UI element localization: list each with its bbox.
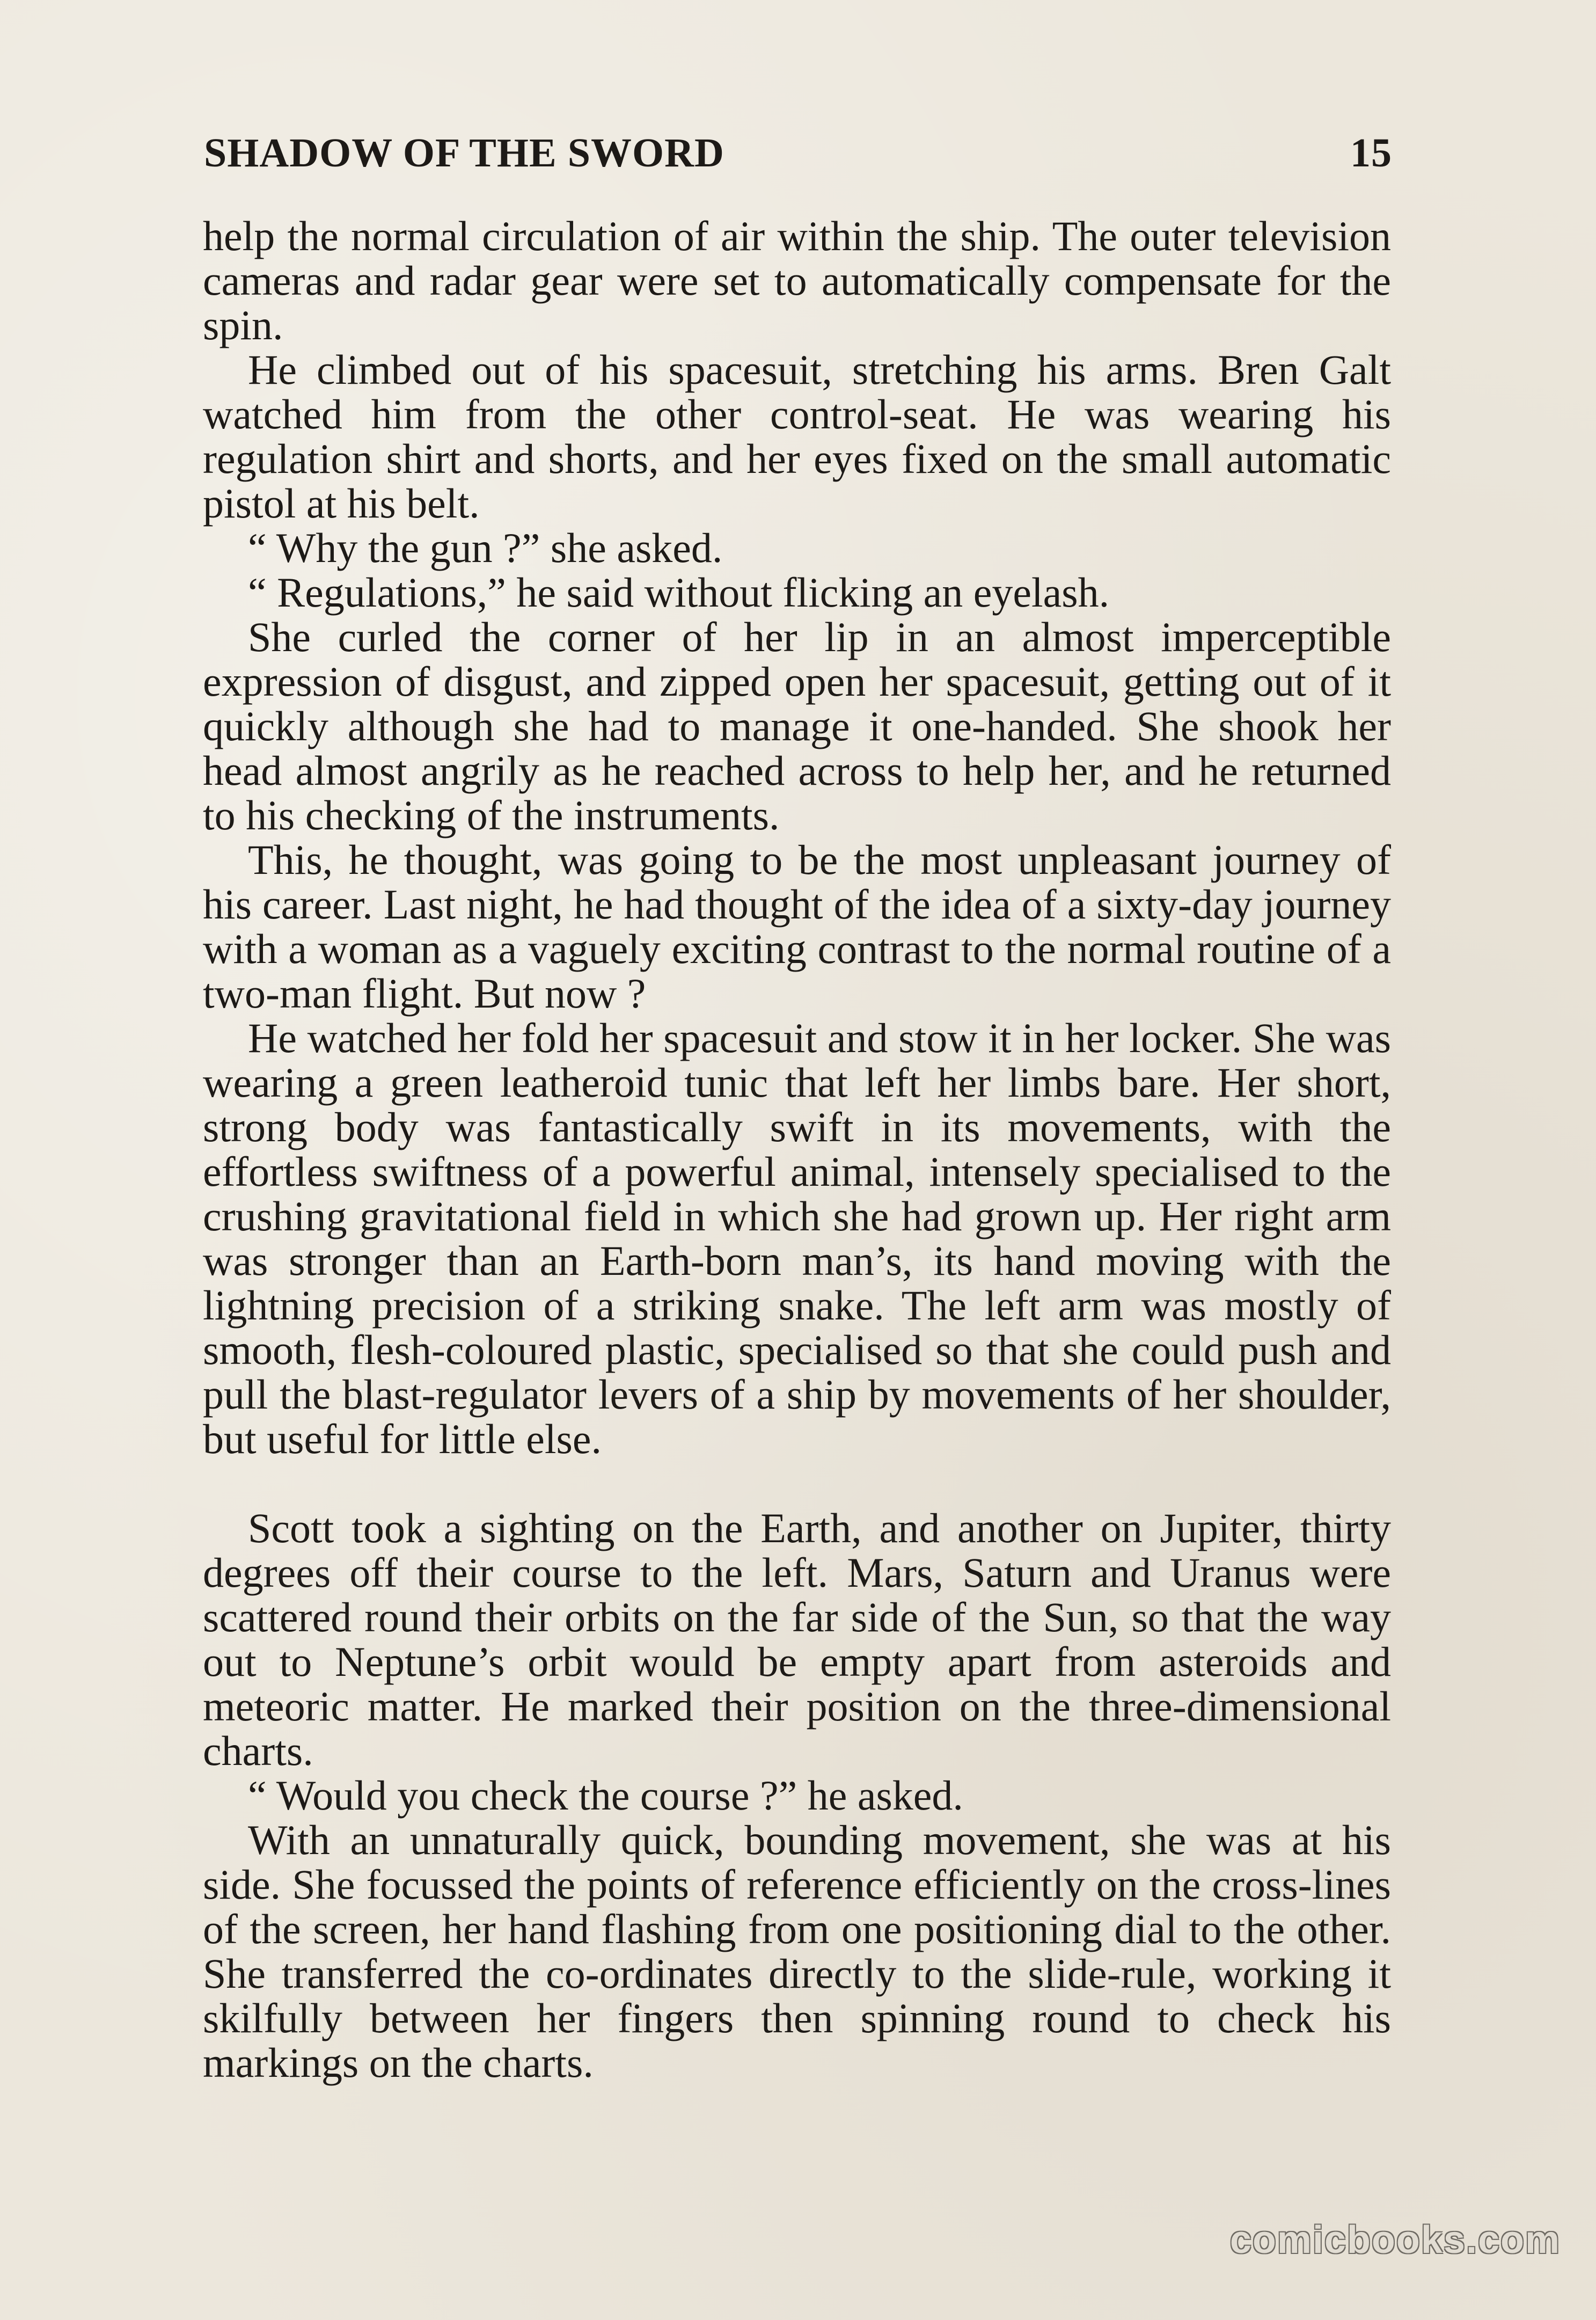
running-title: SHADOW OF THE SWORD: [204, 130, 724, 176]
paragraph: Scott took a sighting on the Earth, and another on Jupiter, thirty degrees off their course to the left. Mars, Saturn and Uranus were scattered round their orbits on the far side of the Sun, so that the way out to Neptune’s orbit would be empty apart from asteroids and meteoric matter. He marked their position on the three-dimensional charts.: [203, 1505, 1391, 1774]
body-text: [203, 214, 1391, 2085]
paragraph: “ Regulations,” he said without flicking an eyelash.: [248, 569, 1110, 616]
paragraph: “ Why the gun ?” she asked.: [248, 524, 723, 571]
paragraph: help the normal circulation of air within the ship. The outer television cameras and radar gear were set to automatically compensate for the spin.: [203, 213, 1391, 348]
page-number: 15: [1350, 130, 1392, 176]
paragraph: This, he thought, was going to be the most unpleasant journey of his career. Last night, he had thought of the idea of a sixty-day journey with a woman as a vaguely exciting contrast to the normal routine of a two-man flight. But now ?: [203, 836, 1391, 1017]
paragraph: He climbed out of his spacesuit, stretching his arms. Bren Galt watched him from the other control-seat. He was wearing his regulation shirt and shorts, and her eyes fixed on the small automatic pistol at his belt.: [203, 346, 1391, 527]
paragraph: “ Would you check the course ?” he asked.: [248, 1772, 963, 1819]
section-break: [203, 1461, 1391, 1506]
paragraph: With an unnaturally quick, bounding movement, she was at his side. She focussed the points of reference efficiently on the cross-lines of the screen, her hand flashing from one positioning dial to the other. She transferred the co-ordinates directly to the slide-rule, working it skilfully between her fingers then spinning round to check his markings on the charts.: [203, 1816, 1391, 2086]
paragraph: He watched her fold her spacesuit and stow it in her locker. She was wearing a green leatheroid tunic that left her limbs bare. Her short, strong body was fantastically swift in its movements, with the effortless swiftness of a powerful animal, intensely specialised to the crushing gravitational field in which she had grown up. Her right arm was stronger than an Earth-born man’s, its hand moving with the lightning precision of a striking snake. The left arm was mostly of smooth, flesh-coloured plastic, specialised so that she could push and pull the blast-regulator levers of a ship by movements of her shoulder, but useful for little else.: [203, 1015, 1391, 1462]
paragraph: She curled the corner of her lip in an almost imperceptible expression of disgust, and zipped open her spacesuit, getting out of it quickly although she had to manage it one-handed. She shook her head almost angrily as he reached across to help her, and he returned to his checking of the instruments.: [203, 614, 1391, 838]
watermark: comicbooks.com: [1229, 2219, 1561, 2261]
running-head: [204, 123, 1392, 183]
